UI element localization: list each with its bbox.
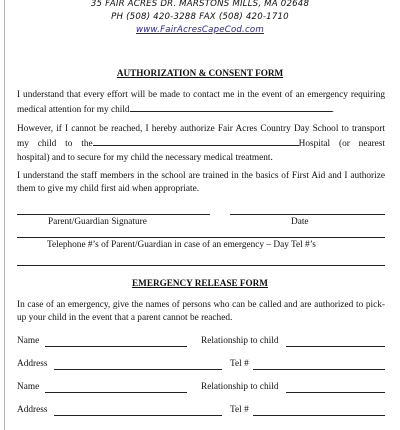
relationship-label: Relationship to child [201,336,279,346]
tel-field-1[interactable] [253,369,385,370]
telephone-label: Telephone #’s of Parent/Guardian in case of an emergency – Day Tel #’s [47,240,316,250]
tel-label: Tel # [230,405,249,415]
tel-field-2[interactable] [253,415,385,416]
school-website-link[interactable]: www.FairAcresCapeCod.com [136,25,264,35]
authorization-form-title: AUTHORIZATION & CONSENT FORM [116,68,284,78]
school-address: 35 FAIR ACRES DR. MARSTONS MILLS, MA 02648 [90,0,310,9]
paragraph-first-aid: I understand the staff members in the school are trained in the basics of First Aid and I authorize them to give my child first aid when appropriate. [17,171,385,195]
paragraph-hospital-text-b: Hospital (or nearest hospital) and to secure for my child the necessary medical treatment. [17,139,385,163]
name-field-2[interactable] [45,392,187,393]
name-field-1[interactable] [45,346,187,347]
date-line[interactable] [230,214,385,215]
paragraph-contact-effort-text: I understand that every effort will be made to contact me in the event of an emergency requiring medical attention for my child [17,90,385,116]
date-label: Date [291,217,309,227]
hospital-name-field[interactable] [93,136,299,146]
signature-label: Parent/Guardian Signature [48,217,147,227]
address-label: Address [17,359,48,369]
name-label: Name [17,336,40,346]
paragraph-hospital-authorization [17,123,385,165]
address-field-2[interactable] [54,415,222,416]
address-label: Address [17,405,48,415]
child-name-field[interactable] [130,102,332,112]
telephone-line[interactable] [17,237,385,238]
section-divider [17,265,385,266]
relationship-label: Relationship to child [201,382,279,392]
paragraph-hospital-text-a: However, if I cannot be reached, I hereby authorize Fair Acres Country Day School to transport my child to the [17,124,385,150]
relationship-field-2[interactable] [286,392,385,393]
left-margin-rule [4,0,5,430]
period-text: . [331,105,334,116]
signature-line[interactable] [17,214,210,215]
tel-label: Tel # [230,359,249,369]
name-label: Name [17,382,40,392]
relationship-field-1[interactable] [286,346,385,347]
emergency-form-title: EMERGENCY RELEASE FORM [132,278,268,288]
paragraph-contact-effort [17,89,385,118]
address-field-1[interactable] [54,369,222,370]
paragraph-emergency-intro: In case of an emergency, give the names of persons who can be called and are authorized to pick-up your child in the event that a parent cannot be reached. [17,300,385,324]
school-phone-fax: PH (508) 420-3288 FAX (508) 420-1710 [111,12,289,22]
